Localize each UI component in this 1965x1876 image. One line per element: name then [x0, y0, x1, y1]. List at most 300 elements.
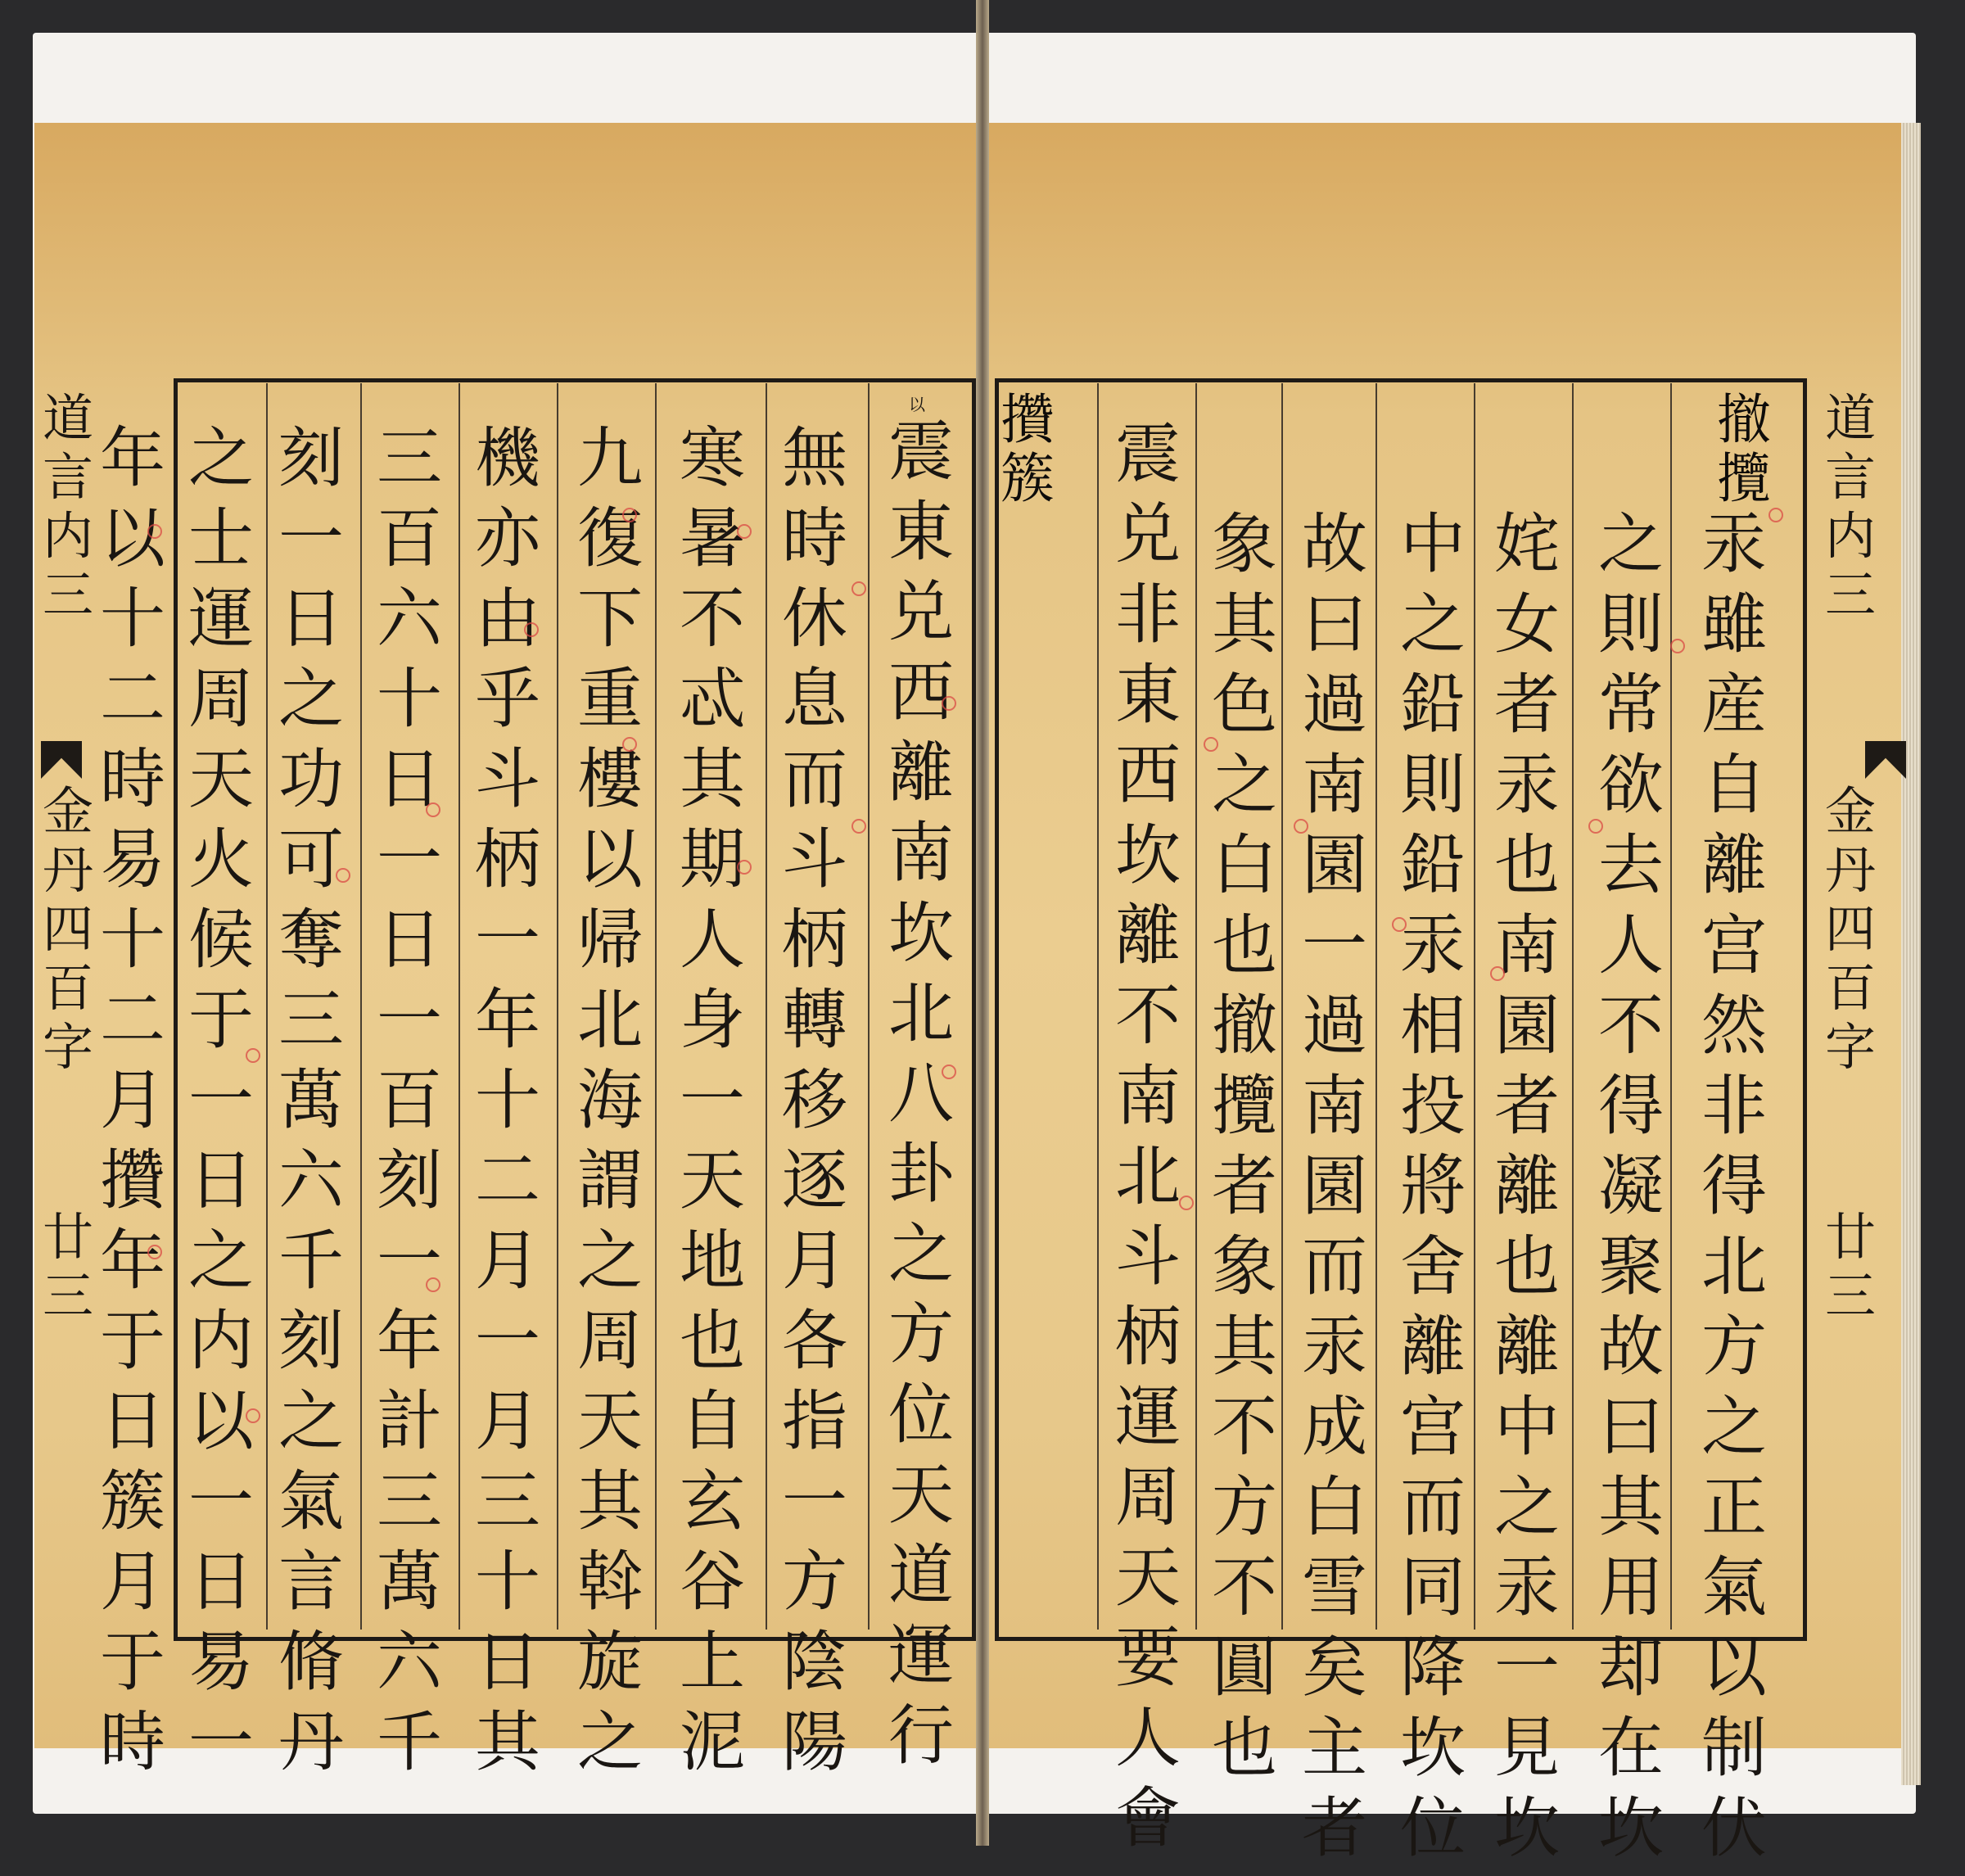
- column-rule: [557, 383, 558, 1630]
- glyph: 斡: [577, 1544, 643, 1620]
- glyph: 運: [888, 1617, 954, 1693]
- right-margin-folio: [1822, 1207, 1879, 1330]
- glyph: 陰: [782, 1624, 847, 1700]
- glyph: 然: [1701, 988, 1767, 1064]
- glyph: 曰: [1302, 586, 1367, 662]
- glyph: 撤: [1212, 988, 1277, 1064]
- glyph: 要: [1115, 1620, 1181, 1696]
- glyph: 姹: [1494, 506, 1560, 582]
- glyph: 易: [188, 1624, 254, 1700]
- glyph: 一: [782, 1463, 847, 1539]
- glyph: 百: [377, 1062, 442, 1138]
- glyph: 十: [475, 1062, 540, 1138]
- glyph: 宫: [1701, 907, 1767, 983]
- glyph: 一: [680, 1062, 745, 1138]
- glyph: 之: [888, 1216, 954, 1292]
- glyph: 陽: [782, 1704, 847, 1780]
- glyph: 天: [188, 741, 254, 817]
- glyph: 鉛: [1400, 667, 1466, 743]
- glyph: 易: [100, 821, 165, 897]
- glyph: 金: [42, 781, 93, 841]
- glyph: 曰: [1598, 1389, 1664, 1465]
- glyph: 内: [188, 1303, 254, 1379]
- glyph: 言: [1824, 447, 1876, 507]
- red-punctuation-circle: [942, 696, 956, 711]
- glyph: 之: [1494, 1469, 1560, 1545]
- glyph: 中: [1494, 1389, 1560, 1465]
- glyph: 上: [680, 1624, 745, 1700]
- glyph: 二: [100, 661, 165, 737]
- glyph: 十: [100, 902, 165, 978]
- glyph: 計: [377, 1383, 442, 1459]
- glyph: 汞: [1302, 1309, 1367, 1385]
- glyph: 離: [1494, 1309, 1560, 1385]
- red-punctuation-circle: [1392, 917, 1407, 932]
- glyph: 園: [1302, 1148, 1367, 1224]
- glyph: 無: [782, 420, 847, 496]
- red-punctuation-circle: [622, 737, 637, 752]
- red-punctuation-circle: [336, 868, 350, 883]
- glyph: 一: [188, 1062, 254, 1138]
- glyph: 園: [1302, 827, 1367, 903]
- glyph: 乎: [475, 661, 540, 737]
- glyph: 日: [100, 1383, 165, 1459]
- glyph: 雖: [1701, 586, 1767, 662]
- glyph: 者: [1494, 1068, 1560, 1144]
- glyph: 用: [1598, 1549, 1664, 1625]
- glyph: 日: [377, 741, 442, 817]
- glyph: 不: [1598, 988, 1664, 1064]
- glyph: 其: [475, 1704, 540, 1780]
- glyph: 其: [1212, 586, 1277, 662]
- glyph: 南: [1302, 747, 1367, 823]
- left-text-column: [880, 414, 962, 1783]
- glyph: 以: [188, 1383, 254, 1459]
- glyph: 也: [1212, 1710, 1277, 1786]
- glyph: 一: [1302, 907, 1367, 983]
- glyph: 千: [278, 1223, 344, 1299]
- left-text-column: [671, 420, 753, 1790]
- glyph: 斗: [782, 821, 847, 897]
- glyph: 者: [1302, 1790, 1367, 1866]
- glyph: 刻: [377, 1142, 442, 1218]
- glyph: 年: [100, 420, 165, 496]
- left-text-column: [774, 420, 856, 1790]
- red-punctuation-circle: [1179, 1196, 1194, 1210]
- glyph: 機: [475, 420, 540, 496]
- red-punctuation-circle: [852, 819, 866, 834]
- glyph: 坎: [888, 895, 954, 971]
- glyph: 南: [1302, 1068, 1367, 1144]
- glyph: 象: [1212, 506, 1277, 582]
- column-rule: [266, 383, 268, 1630]
- right-text-column: [1294, 506, 1376, 1876]
- glyph: 色: [1212, 667, 1277, 743]
- glyph: 其: [1212, 1309, 1277, 1385]
- glyph: 百: [1824, 958, 1876, 1018]
- glyph: 周: [188, 661, 254, 737]
- glyph: 息: [782, 661, 847, 737]
- glyph: 時: [782, 500, 847, 576]
- glyph: 身: [680, 982, 745, 1058]
- glyph: 寒: [680, 420, 745, 496]
- column-rule: [1376, 383, 1377, 1630]
- glyph: 一: [278, 500, 344, 576]
- glyph: 其: [577, 1463, 643, 1539]
- glyph: 年: [100, 1223, 165, 1299]
- glyph: 八: [888, 1056, 954, 1132]
- glyph: 三: [377, 1463, 442, 1539]
- column-rule: [868, 383, 870, 1630]
- glyph: 一: [188, 1704, 254, 1780]
- red-punctuation-circle: [1768, 508, 1783, 522]
- glyph: 火: [188, 821, 254, 897]
- glyph: 周: [577, 1303, 643, 1379]
- glyph: 月: [475, 1223, 540, 1299]
- glyph: 道: [1824, 388, 1876, 448]
- glyph: 得: [1701, 1148, 1767, 1224]
- glyph: 震: [888, 414, 954, 490]
- glyph: 柄: [475, 821, 540, 897]
- left-text-column: [368, 420, 450, 1790]
- glyph: 簇: [1001, 447, 1055, 510]
- right-text-column: [1107, 416, 1189, 1866]
- glyph: 伏: [1701, 1790, 1767, 1866]
- glyph: 不: [1212, 1549, 1277, 1625]
- glyph: 時: [100, 1704, 165, 1780]
- glyph: 中: [1400, 506, 1466, 582]
- glyph: 正: [1701, 1469, 1767, 1545]
- glyph: 人: [1115, 1700, 1181, 1776]
- glyph: 丹: [1824, 840, 1876, 900]
- glyph: 而: [1302, 1228, 1367, 1304]
- glyph: 投: [1400, 1068, 1466, 1144]
- glyph: 常: [1598, 667, 1664, 743]
- glyph: 月: [782, 1223, 847, 1299]
- glyph: 休: [782, 581, 847, 657]
- glyph: 萬: [377, 1544, 442, 1620]
- red-punctuation-circle: [737, 524, 752, 539]
- glyph: 六: [377, 581, 442, 657]
- glyph: 汞: [1400, 907, 1466, 983]
- glyph: 方: [782, 1544, 847, 1620]
- red-punctuation-circle: [524, 622, 539, 637]
- glyph: 欲: [1598, 747, 1664, 823]
- glyph: 白: [1212, 827, 1277, 903]
- glyph: 六: [377, 1624, 442, 1700]
- glyph: 時: [100, 741, 165, 817]
- left-text-column: [92, 420, 174, 1790]
- glyph: 方: [1212, 1469, 1277, 1545]
- glyph: 由: [475, 581, 540, 657]
- glyph: 攬: [1212, 1068, 1277, 1144]
- glyph: 北: [577, 982, 643, 1058]
- glyph: 在: [1598, 1710, 1664, 1786]
- glyph: 南: [1494, 907, 1560, 983]
- glyph: 以: [1701, 1630, 1767, 1706]
- glyph: 日: [377, 902, 442, 978]
- glyph: 離: [1701, 827, 1767, 903]
- glyph: 氣: [1701, 1549, 1767, 1625]
- glyph: 女: [1494, 586, 1560, 662]
- glyph: 之: [278, 1383, 344, 1459]
- glyph: 刻: [278, 1303, 344, 1379]
- glyph: 三: [278, 982, 344, 1058]
- glyph: 年: [377, 1303, 442, 1379]
- right-subheading: [991, 388, 1064, 511]
- glyph: 故: [1598, 1309, 1664, 1385]
- glyph: 一: [377, 1223, 442, 1299]
- glyph: 周: [1115, 1459, 1181, 1535]
- left-margin-book-title: [39, 781, 97, 1081]
- glyph: 士: [188, 500, 254, 576]
- glyph: 一: [475, 902, 540, 978]
- glyph: 不: [680, 581, 745, 657]
- glyph: 不: [1212, 1389, 1277, 1465]
- glyph: 北: [888, 975, 954, 1051]
- glyph: 行: [888, 1697, 954, 1774]
- glyph: 其: [680, 741, 745, 817]
- glyph: 亦: [475, 500, 540, 576]
- red-punctuation-circle: [852, 581, 866, 596]
- glyph: 丹: [278, 1704, 344, 1780]
- glyph: 兑: [1115, 496, 1181, 572]
- glyph: 鉛: [1400, 827, 1466, 903]
- glyph: 萬: [278, 1062, 344, 1138]
- left-text-column: [569, 420, 651, 1790]
- glyph: 之: [1212, 747, 1277, 823]
- left-text-column: [270, 420, 352, 1790]
- glyph: 期: [680, 821, 745, 897]
- glyph: 百: [42, 958, 93, 1018]
- glyph: 一: [377, 982, 442, 1058]
- glyph: 離: [1115, 897, 1181, 974]
- book-fold: [976, 0, 989, 1846]
- glyph: 汞: [1494, 1549, 1560, 1625]
- glyph: 一: [475, 1303, 540, 1379]
- glyph: 坎: [1494, 1790, 1560, 1866]
- glyph: 也: [1212, 907, 1277, 983]
- glyph: 候: [188, 902, 254, 978]
- glyph: 之: [278, 661, 344, 737]
- right-text-column: [1693, 506, 1775, 1876]
- column-rule: [766, 383, 767, 1630]
- glyph: 之: [188, 420, 254, 496]
- glyph: 于: [188, 982, 254, 1058]
- red-punctuation-circle: [426, 802, 440, 817]
- glyph: 十: [100, 581, 165, 657]
- red-punctuation-circle: [1588, 819, 1603, 834]
- glyph: 脩: [278, 1624, 344, 1700]
- glyph: 重: [577, 661, 643, 737]
- glyph: 離: [1494, 1148, 1560, 1224]
- glyph: 三: [42, 565, 93, 625]
- glyph: 坎: [1400, 1710, 1466, 1786]
- glyph: 將: [1400, 1148, 1466, 1224]
- glyph: 日: [278, 581, 344, 657]
- glyph: 同: [1400, 1549, 1466, 1625]
- glyph: 三: [42, 1266, 93, 1326]
- glyph: 過: [1302, 667, 1367, 743]
- glyph: 刻: [278, 420, 344, 496]
- glyph: 矣: [1302, 1630, 1367, 1706]
- glyph: 言: [42, 447, 93, 507]
- red-punctuation-circle: [147, 1245, 162, 1259]
- glyph: 泥: [680, 1704, 745, 1780]
- column-rule: [1572, 383, 1574, 1630]
- glyph: 自: [680, 1383, 745, 1459]
- glyph: 攢: [1001, 388, 1055, 451]
- glyph: 天: [680, 1142, 745, 1218]
- right-text-column: [1486, 506, 1568, 1876]
- page-stack-edge: [1901, 123, 1921, 1785]
- glyph: 斗: [475, 741, 540, 817]
- glyph: 内: [42, 506, 93, 566]
- glyph: 汞: [1494, 747, 1560, 823]
- glyph: 也: [680, 1303, 745, 1379]
- right-margin-title: [1822, 388, 1879, 629]
- glyph: 東: [888, 494, 954, 570]
- glyph: 逐: [782, 1142, 847, 1218]
- glyph: 可: [278, 821, 344, 897]
- glyph: 西: [1115, 737, 1181, 813]
- glyph: 舍: [1400, 1228, 1466, 1304]
- red-punctuation-circle: [737, 860, 752, 875]
- glyph: 帰: [577, 902, 643, 978]
- right-margin-book-title: [1822, 781, 1879, 1081]
- glyph: 位: [888, 1376, 954, 1453]
- glyph: 月: [100, 1544, 165, 1620]
- glyph: 年: [475, 982, 540, 1058]
- glyph: 十: [475, 1544, 540, 1620]
- glyph: 也: [1494, 1228, 1560, 1304]
- glyph: 人: [1598, 907, 1664, 983]
- red-punctuation-circle: [1294, 819, 1308, 834]
- glyph: 非: [1115, 576, 1181, 653]
- glyph: 而: [782, 741, 847, 817]
- glyph: 方: [1701, 1309, 1767, 1385]
- glyph: 却: [1598, 1630, 1664, 1706]
- glyph: 道: [42, 388, 93, 448]
- glyph: 去: [1598, 827, 1664, 903]
- glyph: 氣: [278, 1463, 344, 1539]
- glyph: 道: [888, 1537, 954, 1613]
- column-rule: [1097, 383, 1099, 1630]
- glyph: 之: [188, 1223, 254, 1299]
- red-punctuation-circle: [622, 508, 637, 522]
- glyph: 攢: [100, 1142, 165, 1218]
- glyph: 凝: [1598, 1148, 1664, 1224]
- glyph: 雪: [1302, 1549, 1367, 1625]
- glyph: 功: [278, 741, 344, 817]
- glyph: 撤: [1717, 388, 1771, 451]
- glyph: 三: [377, 420, 442, 496]
- glyph: 南: [1115, 1058, 1181, 1134]
- glyph: 運: [188, 581, 254, 657]
- glyph: 月: [475, 1383, 540, 1459]
- glyph: 會: [1115, 1780, 1181, 1856]
- glyph: 柄: [782, 902, 847, 978]
- left-margin-title: [39, 388, 97, 629]
- glyph: 地: [680, 1223, 745, 1299]
- glyph: 者: [1494, 667, 1560, 743]
- glyph: 方: [888, 1296, 954, 1372]
- glyph: 位: [1400, 1790, 1466, 1866]
- glyph: 離: [888, 735, 954, 811]
- glyph: 十: [377, 661, 442, 737]
- glyph: 南: [888, 815, 954, 891]
- glyph: 指: [782, 1383, 847, 1459]
- glyph: 也: [1494, 827, 1560, 903]
- glyph: 而: [1400, 1469, 1466, 1545]
- glyph: 三: [1824, 565, 1876, 625]
- red-punctuation-circle: [426, 1277, 440, 1292]
- glyph: 一: [377, 821, 442, 897]
- glyph: 汞: [1701, 506, 1767, 582]
- glyph: 者: [1212, 1148, 1277, 1224]
- glyph: 柄: [1115, 1299, 1181, 1375]
- glyph: 見: [1494, 1710, 1560, 1786]
- glyph: 旋: [577, 1624, 643, 1700]
- glyph: 海: [577, 1062, 643, 1138]
- right-text-column: [1392, 506, 1474, 1876]
- glyph: 移: [782, 1062, 847, 1138]
- glyph: 聚: [1598, 1228, 1664, 1304]
- glyph: 自: [1701, 747, 1767, 823]
- glyph: 運: [1115, 1379, 1181, 1455]
- glyph: 日: [188, 1544, 254, 1620]
- glyph: 西: [888, 654, 954, 730]
- glyph: 内: [1824, 506, 1876, 566]
- glyph: 二: [475, 1142, 540, 1218]
- glyph: 言: [278, 1544, 344, 1620]
- glyph: 兑: [888, 574, 954, 650]
- column-rule: [655, 383, 657, 1630]
- glyph: 字: [1824, 1017, 1876, 1077]
- glyph: 二: [100, 982, 165, 1058]
- glyph: 北: [1701, 1228, 1767, 1304]
- glyph: 千: [377, 1704, 442, 1780]
- glyph: 宫: [1400, 1389, 1466, 1465]
- column-rule: [458, 383, 460, 1630]
- glyph: 故: [1302, 506, 1367, 582]
- glyph: 月: [100, 1062, 165, 1138]
- glyph: 四: [42, 899, 93, 959]
- glyph: 産: [1701, 667, 1767, 743]
- glyph: 象: [1212, 1228, 1277, 1304]
- glyph: 相: [1400, 988, 1466, 1064]
- glyph: 白: [1302, 1469, 1367, 1545]
- glyph: 謂: [577, 1142, 643, 1218]
- glyph: 廿: [42, 1207, 93, 1267]
- glyph: 于: [100, 1303, 165, 1379]
- glyph: 斗: [1115, 1218, 1181, 1295]
- glyph: 一: [188, 1463, 254, 1539]
- right-section-heading: [1707, 388, 1781, 511]
- glyph: 其: [1598, 1469, 1664, 1545]
- red-punctuation-circle: [147, 524, 162, 539]
- glyph: 制: [1701, 1710, 1767, 1786]
- glyph: 樓: [577, 741, 643, 817]
- glyph: 園: [1494, 988, 1560, 1064]
- glyph: 復: [577, 500, 643, 576]
- glyph: 主: [1302, 1710, 1367, 1786]
- glyph: 天: [888, 1457, 954, 1533]
- glyph: 下: [577, 581, 643, 657]
- glyph: 則: [1400, 747, 1466, 823]
- glyph: 卦: [888, 1136, 954, 1212]
- red-punctuation-circle: [1670, 639, 1685, 653]
